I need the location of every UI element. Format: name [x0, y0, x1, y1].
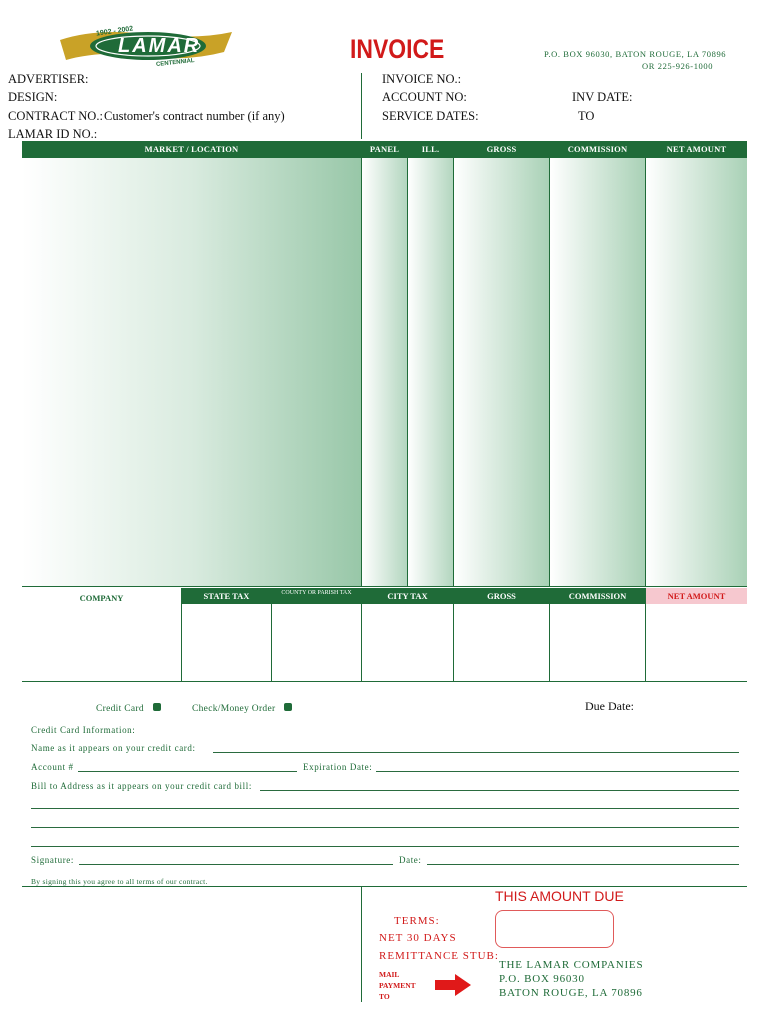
amount-due-box[interactable]	[495, 910, 614, 948]
credit-card-label: Credit Card	[96, 704, 144, 714]
account-field[interactable]	[78, 771, 297, 772]
account-no-label: ACCOUNT NO:	[382, 90, 467, 104]
cc-name-label: Name as it appears on your credit card:	[31, 743, 196, 753]
address-line-2: OR 225-926-1000	[642, 61, 714, 71]
remittance-label: REMITTANCE STUB:	[379, 950, 499, 962]
logo-name: LAMAR	[118, 35, 201, 57]
header-divider	[361, 73, 362, 139]
summary-county-tax: COUNTY OR PARISH TAX	[281, 590, 352, 596]
mail-payment-to: MAIL PAYMENT TO	[379, 970, 416, 1001]
expiration-label: Expiration Date:	[303, 762, 373, 772]
design-label: DESIGN:	[8, 90, 58, 104]
contract-value[interactable]: Customer's contract number (if any)	[104, 109, 285, 123]
company-name: THE LAMAR COMPANIES	[499, 959, 644, 971]
bill-to-line-2[interactable]	[31, 808, 739, 809]
summary-net-amount: NET AMOUNT	[667, 591, 726, 601]
th-panel: PANEL	[369, 144, 400, 154]
contract-label: CONTRACT NO.:	[8, 109, 103, 123]
th-market-location: MARKET / LOCATION	[144, 144, 239, 154]
date-field[interactable]	[427, 864, 739, 865]
service-to-label: TO	[578, 109, 595, 123]
col-panel[interactable]	[362, 158, 407, 586]
invoice-no-label: INVOICE NO.:	[382, 72, 462, 86]
amount-due-label: THIS AMOUNT DUE	[495, 888, 624, 904]
col-ill[interactable]	[408, 158, 453, 586]
check-label: Check/Money Order	[192, 704, 276, 714]
cc-name-field[interactable]	[213, 752, 739, 753]
summary-commission: COMMISSION	[568, 591, 627, 601]
stub-divider	[361, 886, 362, 1002]
col-gross[interactable]	[454, 158, 549, 586]
invoice-title: INVOICE	[350, 34, 445, 64]
th-net-amount: NET AMOUNT	[666, 144, 727, 154]
address-line-1: P.O. BOX 96030, BATON ROUGE, LA 70896	[544, 49, 727, 59]
logo-sub: CENTENNIAL	[155, 57, 195, 69]
inv-date-label: INV DATE:	[572, 90, 633, 104]
net-days-label: NET 30 DAYS	[379, 932, 457, 944]
agreement-text: By signing this you agree to all terms of our contract.	[31, 877, 208, 886]
cc-info-label: Credit Card Information:	[31, 725, 136, 735]
bill-to-label: Bill to Address as it appears on your credit card bill:	[31, 781, 252, 791]
arrow-right-icon	[435, 974, 471, 1001]
check-option[interactable]	[192, 703, 292, 714]
col-market-location[interactable]	[22, 158, 361, 586]
lamar-id-label: LAMAR ID NO.:	[8, 127, 98, 141]
table-header	[22, 141, 747, 158]
due-date-label: Due Date:	[585, 699, 634, 713]
summary-gross: GROSS	[487, 591, 516, 601]
company-city: BATON ROUGE, LA 70896	[499, 987, 643, 999]
account-label: Account #	[31, 762, 74, 772]
bill-to-line-3[interactable]	[31, 827, 739, 828]
checkbox-icon[interactable]	[284, 703, 292, 711]
lamar-logo	[56, 22, 236, 76]
th-ill: ILL.	[421, 144, 440, 154]
date-label: Date:	[399, 855, 422, 865]
bill-to-field[interactable]	[260, 790, 739, 791]
summary-company: COMPANY	[79, 593, 124, 603]
summary-state-tax: STATE TAX	[203, 591, 250, 601]
company-box: P.O. BOX 96030	[499, 973, 585, 985]
logo-years: 1902 - 2002	[95, 25, 134, 38]
advertiser-label: ADVERTISER:	[8, 72, 89, 86]
expiration-field[interactable]	[376, 771, 739, 772]
th-gross: GROSS	[486, 144, 517, 154]
col-net-amount[interactable]	[646, 158, 747, 586]
credit-card-option[interactable]	[96, 703, 161, 714]
checkbox-icon[interactable]	[153, 703, 161, 711]
col-commission[interactable]	[550, 158, 645, 586]
th-commission: COMMISSION	[567, 144, 628, 154]
signature-field[interactable]	[79, 864, 393, 865]
bill-to-line-4[interactable]	[31, 846, 739, 847]
service-dates-label: SERVICE DATES:	[382, 109, 479, 123]
summary-city-tax: CITY TAX	[387, 591, 428, 601]
signature-label: Signature:	[31, 855, 74, 865]
terms-label: TERMS:	[394, 915, 440, 927]
summary-header-bar	[182, 588, 747, 604]
